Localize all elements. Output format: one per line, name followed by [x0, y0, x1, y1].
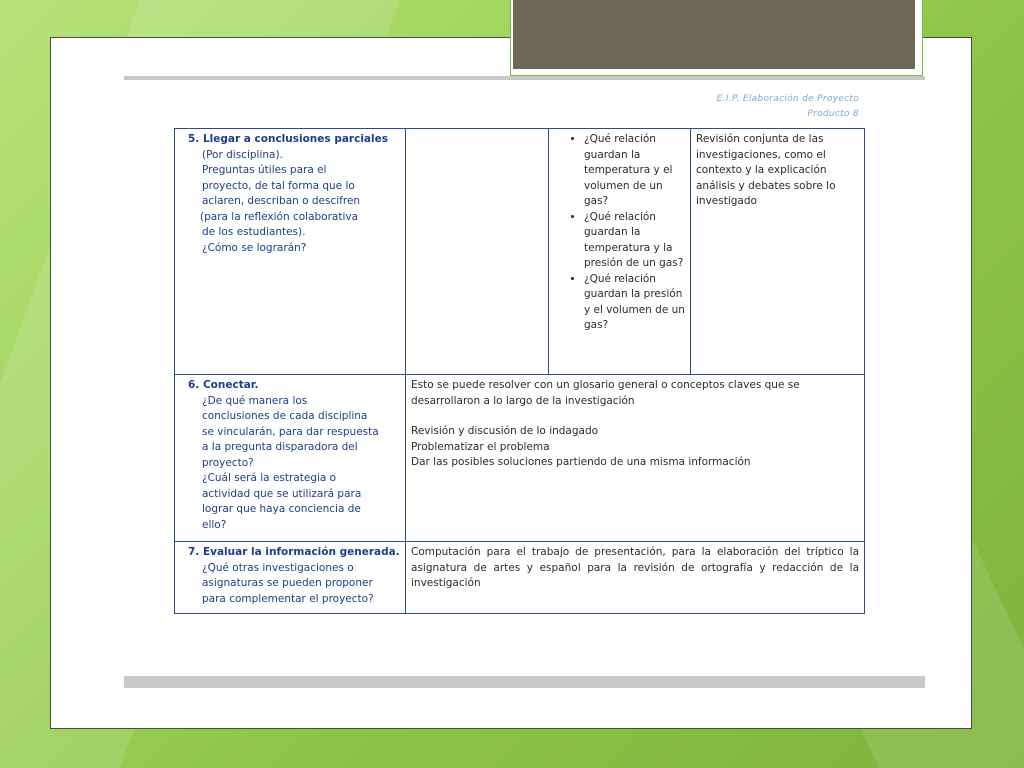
row-desc-line: ¿Cómo se lograrán?: [202, 241, 307, 254]
content-line: Esto se puede resolver con un glosario general o conceptos claves que se: [411, 379, 800, 391]
list-item: • ¿Qué relación guardan la temperatura y el volumen de un gas?: [584, 132, 685, 210]
row-desc-line: (Por disciplina).: [202, 148, 283, 161]
questions-cell: [549, 129, 691, 375]
content-line: Revisión y discusión de lo indagado: [411, 425, 599, 437]
row-desc-line: conclusiones de cada disciplina: [202, 410, 368, 422]
content-cell: Computación para el trabajo de presentación, para la elaboración del tríptico la asignatura de artes y español para la revisión de ortografía y redacción de la investigación: [406, 542, 865, 614]
activity-cell: Revisión conjunta de las investigaciones, como el contexto y la explicación análisis y debates sobre lo investigado: [691, 129, 865, 375]
row-desc-line: proyecto, de tal forma que lo: [202, 179, 355, 192]
row-title: 5. Llegar a conclusiones parciales: [188, 133, 388, 145]
row-desc-line: lograr que haya conciencia de: [202, 503, 361, 515]
row-desc-line: asignaturas se pueden proponer: [202, 577, 373, 589]
row-desc-line: proyecto?: [202, 456, 254, 469]
row-title: 7. Evaluar la información generada.: [188, 546, 400, 558]
content-line: Dar las posibles soluciones partiendo de una misma información: [411, 456, 751, 468]
content-line: Problematizar el problema: [411, 440, 550, 453]
question-list: [554, 132, 685, 334]
content-spacer: [411, 409, 859, 424]
row-desc-line: ¿Qué otras investigaciones o: [202, 561, 354, 574]
row-desc-line: (para la reflexión colaborativa: [200, 210, 359, 223]
row-desc-line: Preguntas útiles para el: [202, 164, 327, 176]
row-title: 6. Conectar.: [188, 379, 259, 391]
row-desc-line: para complementar el proyecto?: [202, 592, 374, 605]
row-label-cell: [175, 542, 406, 614]
empty-cell: [406, 129, 549, 375]
row-desc-line: de los estudiantes).: [202, 226, 306, 238]
list-item: • ¿Qué relación guardan la presión y el volumen de un gas?: [584, 272, 685, 334]
row-desc-line: ¿Cuál será la estrategia o: [202, 472, 337, 484]
document-header-product: Producto 8: [807, 109, 859, 119]
row-desc-line: se vincularán, para dar respuesta: [202, 425, 379, 438]
content-line: desarrollaron a lo largo de la investigación: [411, 394, 635, 407]
row-desc-line: aclaren, describan o descifren: [202, 195, 361, 207]
list-item: • ¿Qué relación guardan la temperatura y la presión de un gas?: [584, 210, 685, 272]
document-header-title: E.I.P. Elaboración de Proyecto: [716, 94, 859, 104]
table-row: [175, 542, 865, 614]
row-desc-line: ello?: [202, 518, 227, 531]
project-plan-table: [174, 128, 865, 614]
row-desc-line: ¿De qué manera los: [202, 394, 308, 407]
content-cell: [406, 375, 865, 542]
row-desc-line: a la pregunta disparadora del: [202, 441, 358, 453]
row-label-cell: [175, 375, 406, 542]
row-desc-line: actividad que se utilizará para: [202, 487, 362, 500]
table-row: [175, 129, 865, 375]
row-label-cell: [175, 129, 406, 375]
table-row: [175, 375, 865, 542]
title-placeholder[interactable]: [513, 0, 915, 69]
